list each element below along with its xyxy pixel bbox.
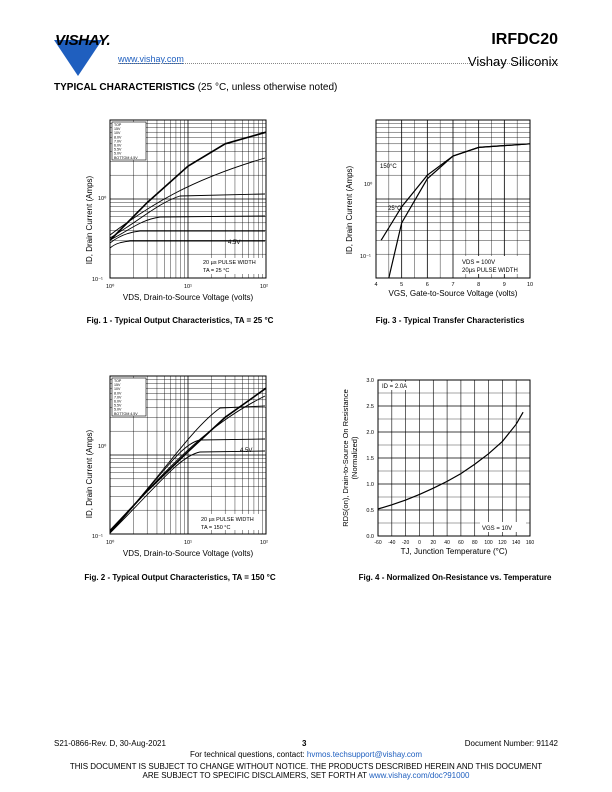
fig4-xtick: 120 [498, 540, 507, 546]
section-heading [54, 82, 337, 93]
fig4-ylabel2: (Normalized) [350, 436, 359, 480]
footer-contact [0, 750, 612, 759]
fig2-xlabel: VDS, Drain-to-Source Voltage (volts) [122, 549, 254, 558]
legend-entry: 5.0V [114, 407, 122, 412]
fig2-note1: 20 µs PULSE WIDTH [201, 517, 254, 523]
fig3-caption: Fig. 3 - Typical Transfer Characteristics [375, 316, 525, 325]
fig3-xticks [374, 282, 533, 288]
fig4-grid [378, 380, 530, 536]
fig3-curve-150c [381, 144, 530, 241]
fig4-ytick: 2.5 [366, 404, 374, 410]
fig3-label-150c: 150°C [380, 164, 397, 170]
fig3-xtick: 4 [374, 282, 378, 288]
fig4-note-id: ID = 2.0A [382, 384, 408, 390]
footer-disclaimer-prefix: ARE SUBJECT TO SPECIFIC DISCLAIMERS, SET FORTH AT [142, 771, 370, 780]
fig4-xtick: -20 [402, 540, 410, 546]
fig4-ytick: 3.0 [366, 378, 374, 384]
fig4-chart [340, 368, 550, 568]
fig3-note2: 20µs PULSE WIDTH [462, 268, 518, 274]
fig4-ytick: 0.0 [366, 534, 374, 540]
fig3-xtick: 6 [425, 282, 429, 288]
legend-entry: BOTTOM 4.5V [114, 155, 138, 160]
website-link[interactable]: www.vishay.com [118, 54, 184, 64]
legend-entry: 7.0V [114, 139, 122, 144]
fig4-xtick: -40 [388, 540, 396, 546]
fig4-ytick: 1.0 [366, 482, 374, 488]
fig1-ylabel: ID, Drain Current (Amps) [85, 175, 94, 265]
fig3-ylabel: ID, Drain Current (Amps) [345, 165, 354, 255]
footer-disclaimer-1: THIS DOCUMENT IS SUBJECT TO CHANGE WITHOUT NOTICE. THE PRODUCTS DESCRIBED HEREIN AND THIS DOCUMENT [69, 762, 543, 771]
fig3-label-25c: 25°C [388, 206, 402, 212]
fig2-note2: TA = 150 °C [201, 525, 231, 531]
part-number: IRFDC20 [491, 31, 558, 48]
fig4-xticks [374, 540, 534, 546]
company-name: Vishay Siliconix [467, 54, 558, 69]
section-subtitle: (25 °C, unless otherwise noted) [194, 82, 338, 93]
fig3-note1: VDS = 100V [462, 260, 496, 266]
fig4-xlabel: TJ, Junction Temperature (°C) [400, 547, 508, 556]
fig4-xtick: 100 [484, 540, 493, 546]
fig4-ytick: 1.5 [366, 456, 374, 462]
legend-entry: 15V [114, 383, 121, 388]
legend-entry: 8.0V [114, 135, 122, 140]
fig3-xtick: 9 [502, 282, 506, 288]
fig3-ytick-1: 10⁻¹ [360, 254, 371, 260]
legend-entry: 5.5V [114, 147, 122, 152]
legend-entry: BOTTOM 4.5V [114, 411, 138, 416]
fig4-xtick: 160 [525, 540, 535, 546]
fig1-xtick-1: 10⁰ [106, 284, 115, 290]
fig3-xtick: 10 [526, 282, 534, 288]
fig4-xtick: 0 [418, 540, 421, 546]
legend-entry: 15V [114, 127, 121, 132]
fig1-curve-label: 4.5V [228, 240, 241, 246]
fig3-xtick: 7 [451, 282, 455, 288]
legend-entry: 7.0V [114, 395, 122, 400]
legend-entry: 6.0V [114, 399, 122, 404]
fig2-chart [80, 368, 290, 568]
fig3-xlabel: VGS, Gate-to-Source Voltage (volts) [388, 289, 518, 298]
legend-entry: TOP [114, 123, 122, 127]
fig1-xtick-3: 10² [260, 284, 268, 290]
fig4-note-vgs: VGS = 10V [482, 526, 513, 532]
legend-entry: 10V [114, 131, 121, 136]
fig1-xlabel: VDS, Drain-to-Source Voltage (volts) [122, 293, 254, 302]
fig3-grid [376, 120, 530, 278]
legend-entry: 6.0V [114, 143, 122, 148]
fig3-chart [340, 110, 550, 310]
legend-entry: 8.0V [114, 391, 122, 396]
legend-entry: 5.5V [114, 403, 122, 408]
footer-page-number: 3 [302, 739, 307, 748]
footer-contact-email[interactable]: hvmos.techsupport@vishay.com [306, 750, 423, 759]
fig4-xtick: 60 [458, 540, 464, 546]
fig1-ytick-2: 10⁰ [98, 196, 107, 202]
footer-revision: S21-0866-Rev. D, 30-Aug-2021 [54, 739, 166, 748]
fig3-xtick: 8 [477, 282, 481, 288]
fig2-xtick-1: 10⁰ [106, 540, 115, 546]
fig2-ytick-2: 10⁰ [98, 444, 107, 450]
fig1-xtick-2: 10¹ [184, 284, 192, 290]
fig4-caption: Fig. 4 - Normalized On-Resistance vs. Temperature [358, 573, 552, 582]
fig4-ylabel1: RDS(on), Drain-to-Source On Resistance [341, 389, 350, 527]
fig1-caption: Fig. 1 - Typical Output Characteristics, TA = 25 °C [86, 316, 274, 325]
fig1-ytick-1: 10⁻¹ [92, 277, 103, 283]
fig1-curve-bottom [110, 241, 265, 248]
fig1-note1: 20 µs PULSE WIDTH [203, 260, 256, 266]
footer-disclaimer-link[interactable]: www.vishay.com/doc?91000 [369, 771, 470, 780]
footer-contact-prefix: For technical questions, contact: [189, 750, 307, 759]
fig4-xtick: 80 [471, 540, 478, 546]
fig4-xtick: 140 [512, 540, 521, 546]
fig4-xtick: 20 [430, 540, 437, 546]
footer-document-number: Document Number: 91142 [464, 739, 558, 748]
fig3-xtick: 5 [400, 282, 404, 288]
fig1-curve-6v [110, 216, 265, 240]
fig2-curve-label: 4.5V [240, 448, 253, 454]
fig2-xtick-2: 10¹ [184, 540, 192, 546]
fig2-xtick-3: 10² [260, 540, 268, 546]
fig4-xtick: 40 [444, 540, 450, 546]
logo-text: VISHAY. [55, 32, 111, 49]
legend-entry: 5.0V [114, 151, 122, 156]
fig2-ylabel: ID, Drain Current (Amps) [85, 429, 94, 519]
fig4-curve [378, 412, 523, 509]
legend-entry: TOP [114, 379, 122, 383]
fig4-ytick: 0.5 [366, 508, 374, 514]
fig3-ytick-2: 10⁰ [364, 182, 373, 188]
fig4-ytick: 2.0 [366, 430, 374, 436]
footer-disclaimer-2 [0, 771, 612, 780]
fig2-caption: Fig. 2 - Typical Output Characteristics, TA = 150 °C [84, 573, 276, 582]
legend-entry: 10V [114, 387, 121, 392]
fig4-xtick: -60 [374, 540, 382, 546]
fig2-ytick-1: 10⁻¹ [92, 534, 103, 540]
section-title: TYPICAL CHARACTERISTICS [54, 82, 195, 93]
fig1-chart [80, 110, 290, 310]
fig4-yticks [366, 378, 374, 540]
fig1-note2: TA = 25 °C [203, 268, 230, 274]
